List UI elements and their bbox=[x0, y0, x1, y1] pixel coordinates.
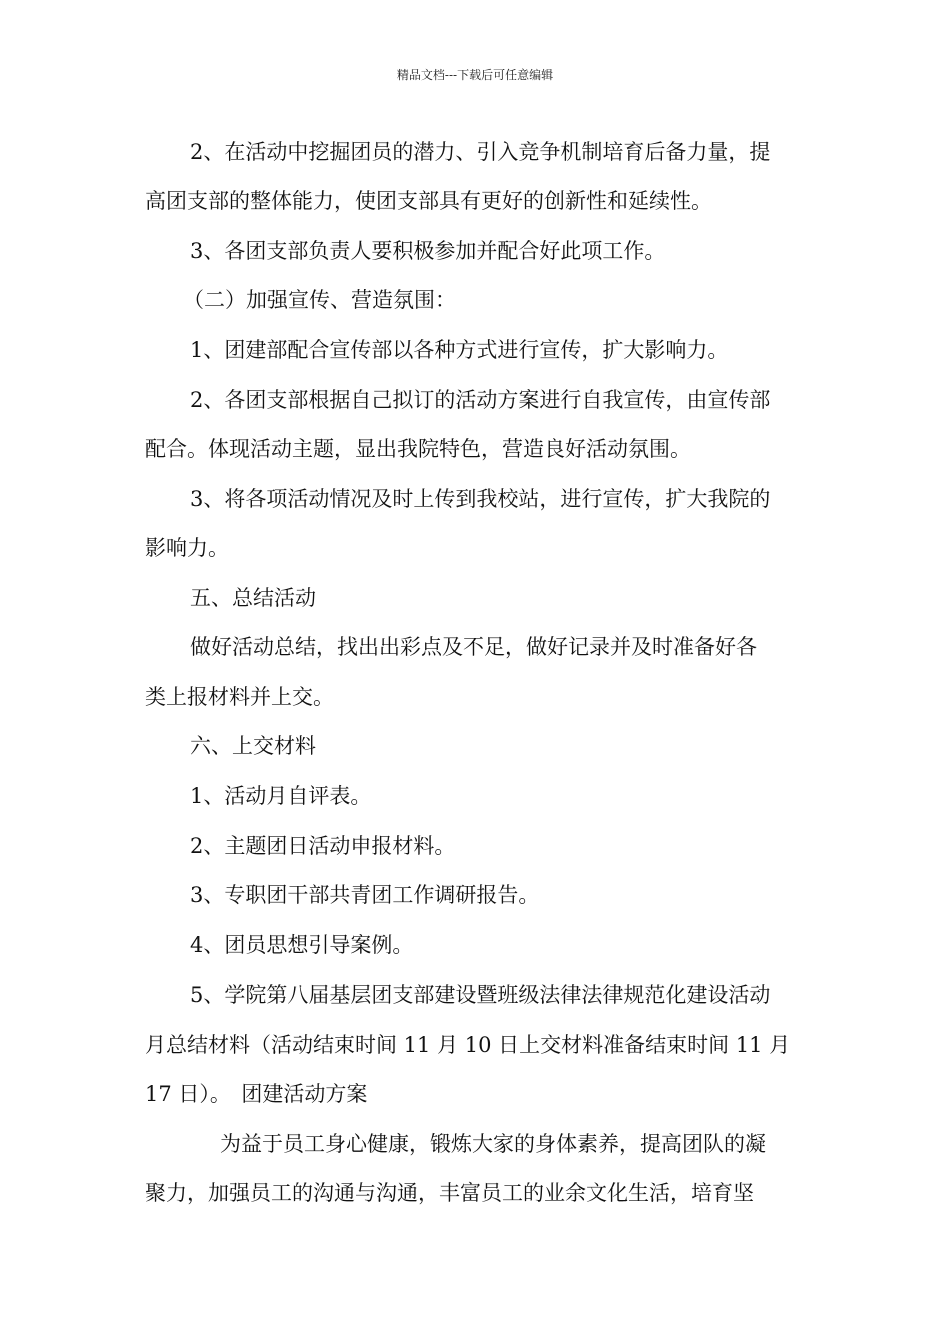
paragraph-line: 17 日）。 团建活动方案 bbox=[145, 1082, 368, 1106]
section-heading: 五、总结活动 bbox=[190, 586, 316, 610]
paragraph-line: 月总结材料（活动结束时间 11 月 10 日上交材料准备结束时间 11 月 bbox=[145, 1033, 791, 1057]
paragraph-line: 配合。体现活动主题，显出我院特色，营造良好活动氛围。 bbox=[145, 437, 691, 461]
section-heading: 六、上交材料 bbox=[190, 734, 316, 758]
paragraph-line: 1、团建部配合宣传部以各种方式进行宣传，扩大影响力。 bbox=[190, 338, 729, 362]
section-heading: （二）加强宣传、营造氛围： bbox=[183, 288, 456, 312]
list-item: 3、专职团干部共青团工作调研报告。 bbox=[190, 883, 540, 907]
paragraph-line: 3、各团支部负责人要积极参加并配合好此项工作。 bbox=[190, 239, 666, 263]
list-item: 4、团员思想引导案例。 bbox=[190, 933, 414, 957]
paragraph-line: 影响力。 bbox=[145, 536, 229, 560]
paragraph-line: 2、各团支部根据自己拟订的活动方案进行自我宣传，由宣传部 bbox=[190, 388, 771, 412]
paragraph-line: 类上报材料并上交。 bbox=[145, 685, 334, 709]
list-item: 1、活动月自评表。 bbox=[190, 784, 372, 808]
list-item: 5、学院第八届基层团支部建设暨班级法律法律规范化建设活动 bbox=[190, 983, 771, 1007]
paragraph-line: 高团支部的整体能力，使团支部具有更好的创新性和延续性。 bbox=[145, 189, 712, 213]
paragraph-line: 2、在活动中挖掘团员的潜力、引入竞争机制培育后备力量，提 bbox=[190, 140, 771, 164]
paragraph-line: 3、将各项活动情况及时上传到我校站，进行宣传，扩大我院的 bbox=[190, 487, 771, 511]
list-item: 2、主题团日活动申报材料。 bbox=[190, 834, 456, 858]
page-header: 精品文档---下载后可任意编辑 bbox=[396, 68, 554, 82]
paragraph-line: 为益于员工身心健康，锻炼大家的身体素养，提高团队的凝 bbox=[220, 1132, 766, 1156]
paragraph-line: 做好活动总结，找出出彩点及不足，做好记录并及时准备好各 bbox=[190, 635, 757, 659]
paragraph-line: 聚力，加强员工的沟通与沟通，丰富员工的业余文化生活，培育坚 bbox=[145, 1181, 754, 1205]
